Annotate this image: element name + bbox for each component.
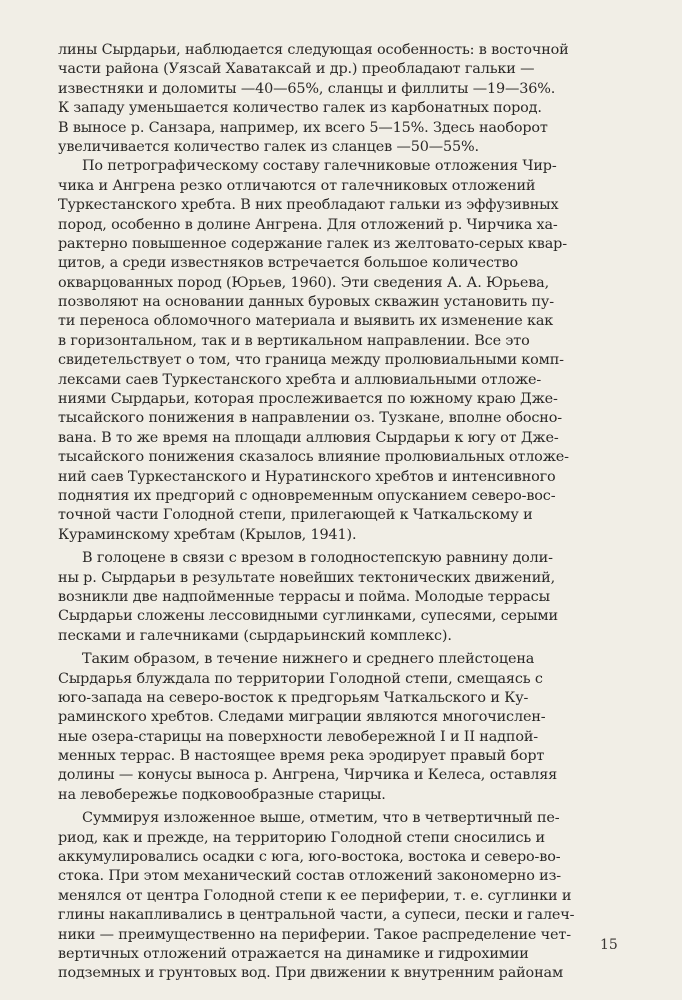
text-line: цитов, а среди известняков встречается большое количество [58,255,519,272]
text-line: окварцованных пород (Юрьев, 1960). Эти сведения А. А. Юрьева, [58,274,549,291]
text-column [58,41,640,984]
paragraph-3 [58,549,640,646]
text-line: раминского хребтов. Следами миграции являются многочислен- [58,709,546,726]
text-line: тысайского понижения в направлении оз. Тузкане, вполне обосно- [58,410,562,427]
text-line: в горизонтальном, так и в вертикальном направлении. Все это [58,332,530,349]
text-line: глины накапливались в центральной части, а супеси, пески и галеч- [58,907,575,924]
text-line: на левобережье подковообразные старицы. [58,786,386,803]
paragraph-1 [58,41,640,157]
text-line: стока. При этом механический состав отложений закономерно из- [58,868,561,885]
text-line: По петрографическому составу галечниковые отложения Чир- [82,158,557,175]
text-line: ны р. Сырдарьи в результате новейших тектонических движений, [58,569,556,586]
text-line: точной части Голодной степи, прилегающей к Чаткальскому и [58,507,533,524]
text-line: свидетельствует о том, что граница между пролювиальными комп- [58,352,564,369]
text-line: ний саев Туркестанского и Нуратинского хребтов и интенсивного [58,468,556,485]
page-number: 15 [600,937,618,953]
paragraph-4 [58,650,640,805]
text-line: Таким образом, в течение нижнего и среднего плейстоцена [82,651,535,668]
text-line: менных террас. В настоящее время река эродирует правый борт [58,748,545,765]
text-line: лексами саев Туркестанского хребта и аллювиальными отложе- [58,371,542,388]
paragraph-5 [58,809,640,984]
text-line: увеличивается количество галек из сланцев —50—55%. [58,138,479,155]
text-line: долины — конусы выноса р. Ангрена, Чирчика и Келеса, оставляя [58,767,558,784]
text-line: чика и Ангрена резко отличаются от галечниковых отложений [58,177,536,194]
text-line: вана. В то же время на площади аллювия Сырдарьи к югу от Дже- [58,429,559,446]
text-line: ники — преимущественно на периферии. Такое распределение чет- [58,926,571,943]
text-line: В выносе р. Санзара, например, их всего 5—15%. Здесь наоборот [58,119,548,136]
text-line: известняки и доломиты —40—65%, сланцы и филлиты —19—36%. [58,80,556,97]
text-line: тысайского понижения сказалось влияние пролювиальных отложе- [58,449,569,466]
text-line: юго-запада на северо-восток к предгорьям Чаткальского и Ку- [58,689,529,706]
text-line: поднятия их предгорий с одновременным опусканием северо-вос- [58,487,556,504]
text-line: менялся от центра Голодной степи к ее периферии, т. е. суглинки и [58,887,572,904]
text-line: вертичных отложений отражается на динамике и гидрохимии [58,945,529,962]
text-line: рактерно повышенное содержание галек из желтовато-серых квар- [58,235,567,252]
text-line: Сырдарья блуждала по территории Голодной степи, смещаясь с [58,670,543,687]
text-line: ниями Сырдарьи, которая прослеживается по южному краю Дже- [58,391,558,408]
text-line: Суммируя изложенное выше, отметим, что в четвертичный пе- [82,810,560,827]
text-line: позволяют на основании данных буровых скважин установить пу- [58,294,554,311]
text-line: аккумулировались осадки с юга, юго-востока, востока и северо-во- [58,849,561,866]
text-line: Сырдарьи сложены лессовидными суглинками, супесями, серыми [58,608,558,625]
text-line: ные озера-старицы на поверхности левобережной I и II надпой- [58,728,538,745]
text-line: В голоцене в связи с врезом в голодностепскую равнину доли- [82,550,553,567]
text-line: Туркестанского хребта. В них преобладают гальки из эффузивных [58,197,559,214]
text-line: пород, особенно в долине Ангрена. Для отложений р. Чирчика ха- [58,216,558,233]
text-line: подземных и грунтовых вод. При движении к внутренним районам [58,965,563,982]
text-line: К западу уменьшается количество галек из карбонатных пород. [58,100,542,117]
text-line: риод, как и прежде, на территорию Голодной степи сносились и [58,829,545,846]
text-line: песками и галечниками (сырдарьинский комплекс). [58,627,452,644]
text-line: части района (Уязсай Хаватаксай и др.) преобладают гальки — [58,61,535,78]
text-line: Кураминскому хребтам (Крылов, 1941). [58,526,357,543]
paragraph-2 [58,157,640,545]
text-line: лины Сырдарьи, наблюдается следующая особенность: в восточной [58,42,569,58]
text-line: ти переноса обломочного материала и выявить их изменение как [58,313,554,330]
text-line: возникли две надпойменные террасы и пойма. Молодые террасы [58,588,550,605]
